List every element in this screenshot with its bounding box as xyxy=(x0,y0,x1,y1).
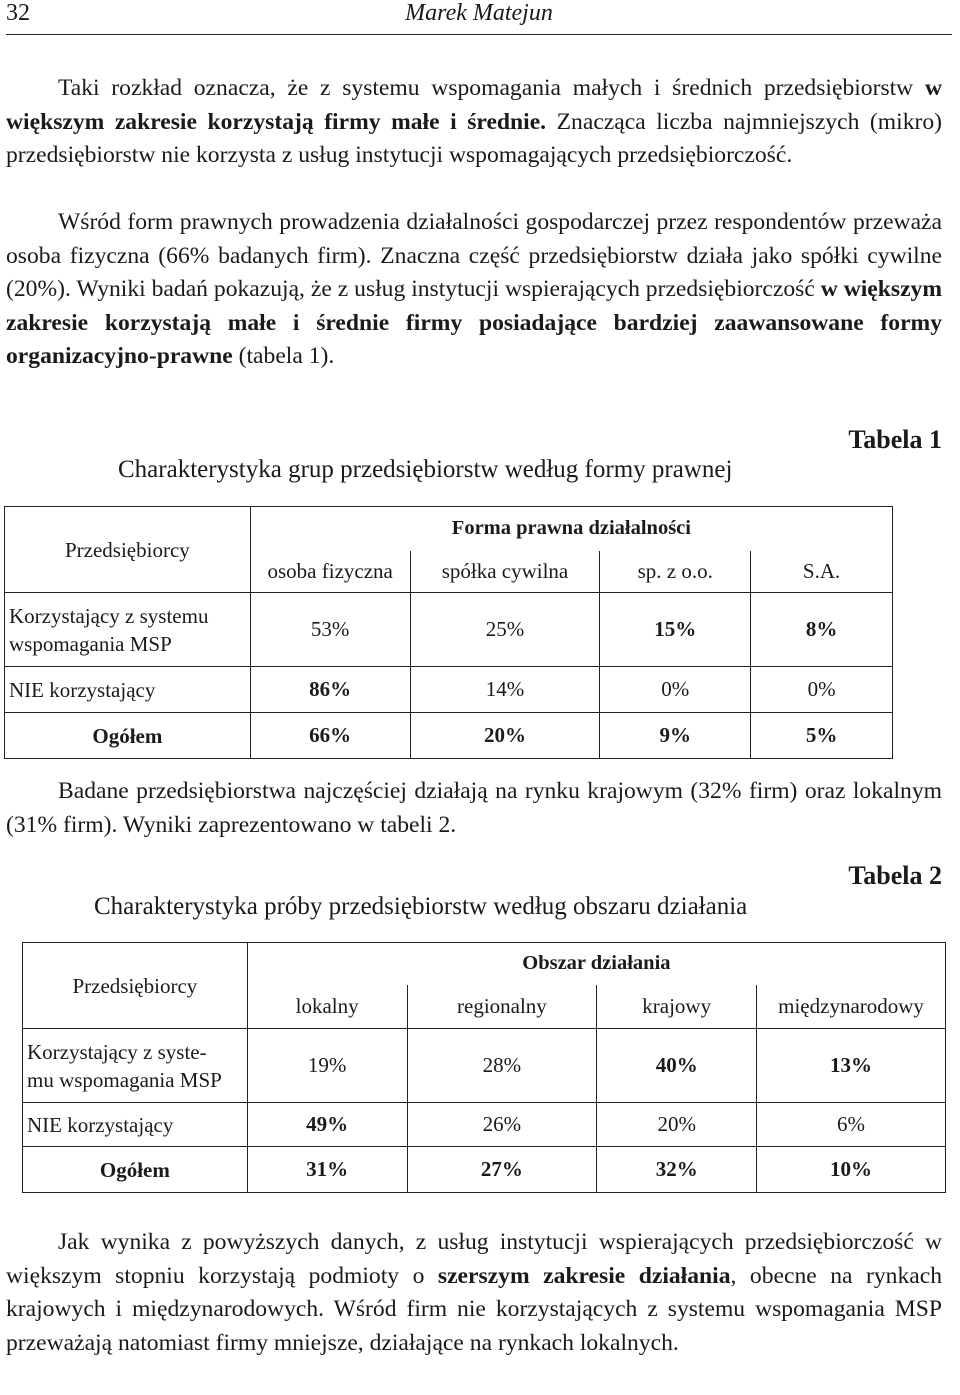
table-row xyxy=(23,1103,946,1147)
row-label: Ogółem xyxy=(23,1147,248,1193)
table-cell: 28% xyxy=(407,1029,597,1103)
table-cell: 66% xyxy=(250,713,410,759)
table-cell: 8% xyxy=(751,593,893,667)
column-header: S.A. xyxy=(751,551,893,593)
table-cell: 40% xyxy=(597,1029,757,1103)
table-row xyxy=(5,713,893,759)
table-cell: 27% xyxy=(407,1147,597,1193)
table-cell: 5% xyxy=(751,713,893,759)
row-label: Korzystający z systemu wspomagania MSP xyxy=(5,593,251,667)
paragraph-2: Wśród form prawnych prowadzenia działalności gospodarczej przez respondentów przeważa osoba fizyczna (66% badanych firm). Znaczna część przedsiębiorstw działa jako spółki cywilne (20%). Wyniki badań pokazują, że z usług instytucji wspierających przedsiębiorczość w większym zakresie korzystają małe i średnie firmy posiadające bardziej zaawansowane formy organizacyjno-prawne (tabela 1). xyxy=(6,209,943,369)
table-1-corner-header: Przedsiębiorcy xyxy=(5,507,251,593)
row-label: NIE korzystający xyxy=(23,1103,248,1147)
table-1 xyxy=(4,506,893,759)
author-name: Marek Matejun xyxy=(405,0,553,26)
table-cell: 0% xyxy=(751,667,893,713)
table-row xyxy=(23,1147,946,1193)
table-cell: 6% xyxy=(757,1103,946,1147)
emphasis: w większym zakresie korzystają małe i średnie firmy posiadające bardziej zaawansowane formy organizacyjno-prawne xyxy=(6,276,943,369)
emphasis: w większym zakresie korzystają firmy małe i średnie. xyxy=(6,75,942,135)
column-header: lokalny xyxy=(247,985,407,1029)
table-2 xyxy=(22,942,946,1193)
row-label: Ogółem xyxy=(5,713,251,759)
paragraph-3: Badane przedsiębiorstwa najczęściej działają na rynku krajowym (32% firm) oraz lokalnym (31% firm). Wyniki zaprezentowano w tabeli 2. xyxy=(6,778,942,838)
table-row xyxy=(5,593,893,667)
table-2-corner-header: Przedsiębiorcy xyxy=(23,943,248,1029)
table-cell: 13% xyxy=(757,1029,946,1103)
table-row xyxy=(5,667,893,713)
table-cell: 53% xyxy=(250,593,410,667)
page-number: 32 xyxy=(6,0,30,26)
table-cell: 14% xyxy=(410,667,600,713)
table-1-title: Charakterystyka grup przedsiębiorstw według formy prawnej xyxy=(118,456,733,483)
table-cell: 0% xyxy=(600,667,751,713)
table-cell: 20% xyxy=(410,713,600,759)
row-label: Korzystający z syste- mu wspomagania MSP xyxy=(23,1029,248,1103)
table-2-group-header: Obszar działania xyxy=(247,943,945,985)
table-cell: 25% xyxy=(410,593,600,667)
column-header: krajowy xyxy=(597,985,757,1029)
table-1-group-header: Forma prawna działalności xyxy=(250,507,892,551)
column-header: regionalny xyxy=(407,985,597,1029)
column-header: międzynarodowy xyxy=(757,985,946,1029)
table-cell: 15% xyxy=(600,593,751,667)
table-2-title: Charakterystyka próby przedsiębiorstw według obszaru działania xyxy=(94,893,748,920)
table-cell: 19% xyxy=(247,1029,407,1103)
column-header: sp. z o.o. xyxy=(600,551,751,593)
column-header: spółka cywilna xyxy=(410,551,600,593)
emphasis: szerszym zakresie działania xyxy=(437,1262,731,1289)
column-header: osoba fizyczna xyxy=(250,551,410,593)
table-cell: 20% xyxy=(597,1103,757,1147)
paragraph-4: Jak wynika z powyższych danych, z usług instytucji wspierających przedsiębiorczość w większym stopniu korzystają podmioty o szerszym zakresie działania, obecne na rynkach krajowych i międzynarodowych. Wśród firm nie korzystających z systemu wspomagania MSP przeważają natomiast firmy mniejsze, działające na rynkach lokalnych. xyxy=(6,1229,942,1356)
table-cell: 49% xyxy=(247,1103,407,1147)
table-2-number: Tabela 2 xyxy=(848,861,942,890)
table-cell: 9% xyxy=(600,713,751,759)
table-cell: 31% xyxy=(247,1147,407,1193)
running-header xyxy=(6,0,952,35)
table-cell: 26% xyxy=(407,1103,597,1147)
table-cell: 10% xyxy=(757,1147,946,1193)
paragraph-1: Taki rozkład oznacza, że z systemu wspomagania małych i średnich przedsiębiorstw w większym zakresie korzystają firmy małe i średnie. Znacząca liczba najmniejszych (mikro) przedsiębiorstw nie korzysta z usług instytucji wspomagających przedsiębiorczość. xyxy=(6,75,942,168)
table-row xyxy=(23,1029,946,1103)
table-cell: 86% xyxy=(250,667,410,713)
table-cell: 32% xyxy=(597,1147,757,1193)
row-label: NIE korzystający xyxy=(5,667,251,713)
table-1-number: Tabela 1 xyxy=(848,425,942,454)
